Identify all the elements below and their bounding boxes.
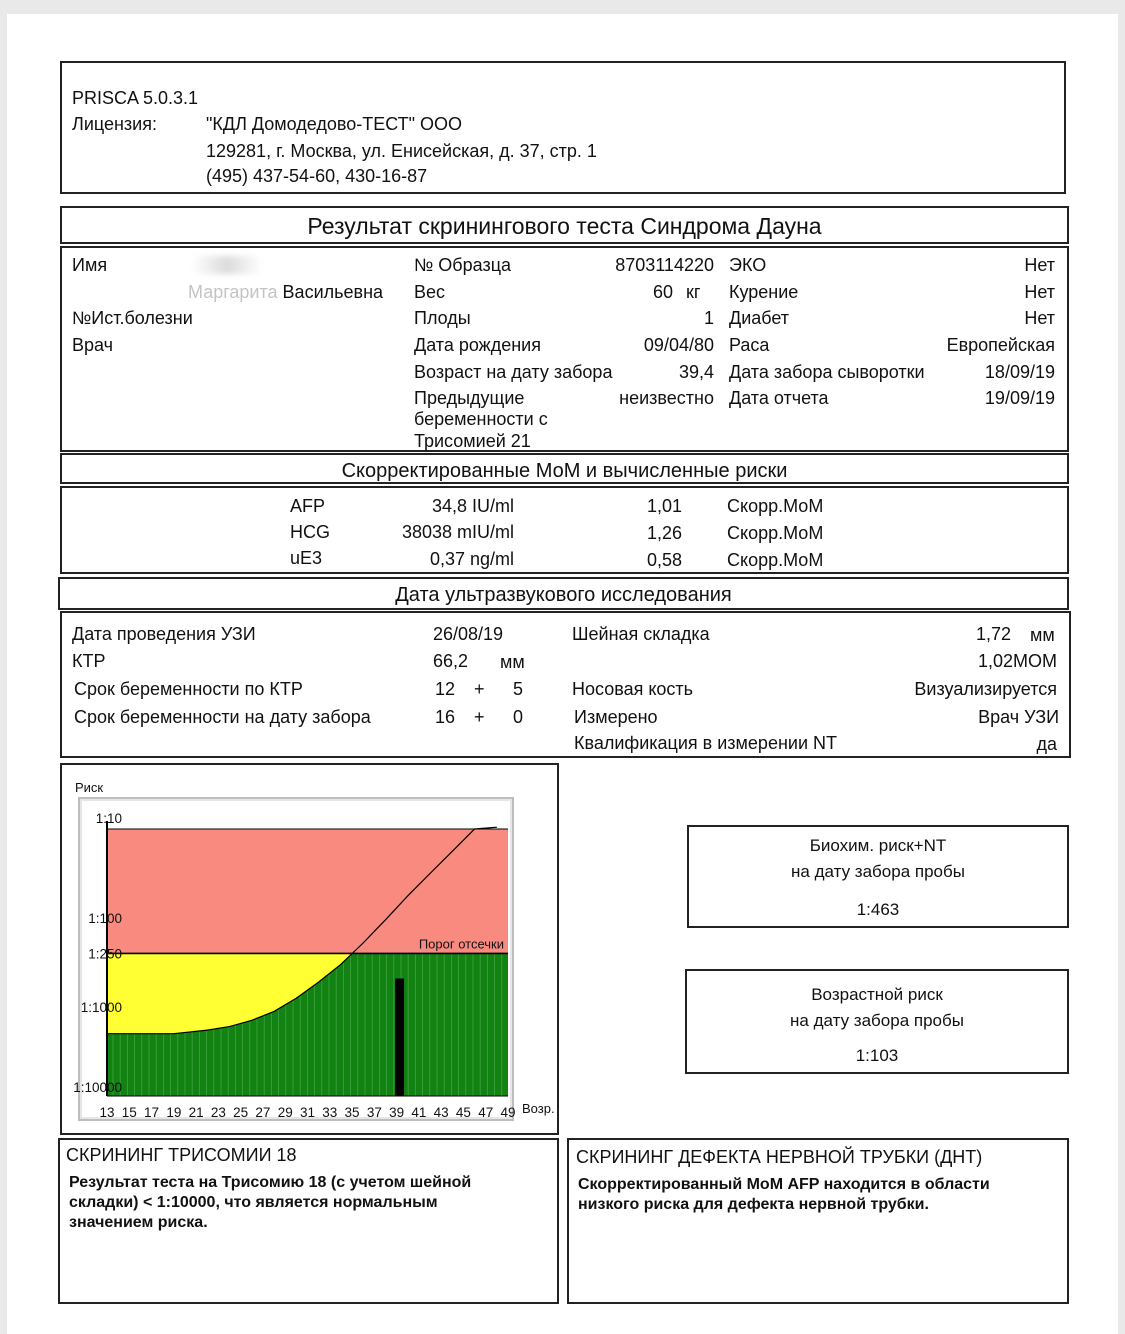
mom-mom: 1,01 [646,496,682,516]
mom-value: 38038 mIU/ml [401,522,514,542]
mom-mom-label: Скорр.МоМ [727,496,824,516]
nasal-value: Визуализируется [914,679,1057,699]
ga-crl-days: 5 [513,679,524,699]
ga-sample-label: Срок беременности на дату забора [74,707,371,727]
report-page [7,14,1118,1334]
high-risk-zone [107,829,508,953]
x-tick-label: 25 [233,1105,249,1120]
patient-name: Маргарита Васильевна [188,282,384,302]
nasal-label: Носовая кость [572,679,694,699]
crl-label: КТР [72,651,106,671]
sample-value: 8703114220 [615,255,714,275]
race-value: Европейская [946,335,1055,355]
ga-crl-weeks: 12 [435,679,456,699]
crl-value: 66,2 [433,651,469,671]
t18-text: Результат теста на Трисомию 18 (с учетом шейной складки) < 1:10000, что является нормальным значением риска. [69,1174,472,1231]
age-label: Возраст на дату забора [414,362,613,382]
crl-unit: мм [500,652,525,672]
ga-crl-label: Срок беременности по КТР [74,679,303,699]
ga-sample-days: 0 [513,707,524,727]
mom-marker: uE3 [290,548,323,568]
x-tick-label: 31 [299,1105,316,1120]
us-title-box [58,577,1069,610]
ivf-label: ЭКО [729,255,767,275]
ga-sample-plus: + [474,707,485,727]
diabetes-label: Диабет [729,308,790,328]
biochem-risk-subtitle: на дату забора пробы [791,862,965,881]
lab-address: 129281, г. Москва, ул. Енисейская, д. 37, стр. 1 [206,141,597,161]
x-tick-label: 41 [411,1105,427,1120]
x-tick-label: 47 [478,1105,494,1120]
mom-title-box [60,453,1069,484]
weight-value: 60 [652,282,673,302]
nt-label: Шейная складка [572,624,710,644]
age-risk-box [685,969,1069,1074]
x-tick-label: 19 [166,1105,182,1120]
dob-value: 09/04/80 [643,335,714,355]
x-tick-label: 49 [500,1105,516,1120]
mom-value: 0,37 ng/ml [429,549,514,569]
redacted-surname [192,256,262,274]
nt-value: 1,72 [975,624,1011,644]
measured-label: Измерено [574,707,658,727]
y-tick-label: 1:250 [88,946,122,962]
y-axis-title: Риск [75,780,104,795]
mom-value: 34,8 IU/ml [431,496,514,516]
x-tick-label: 37 [366,1105,382,1120]
lab-phones: (495) 437-54-60, 430-16-87 [206,166,428,186]
x-tick-label: 17 [144,1105,160,1120]
report-date-label: Дата отчета [729,388,829,408]
x-tick-label: 29 [277,1105,293,1120]
ntd-text: Скорректированный МоМ AFP находится в области низкого риска для дефекта нервной трубки. [578,1176,990,1213]
us-title: Дата ультразвукового исследования [395,584,732,606]
prev-label-2: беременности с [414,409,548,429]
mom-mom-label: Скорр.МоМ [727,523,824,543]
prev-value: неизвестно [619,388,714,408]
serum-date-value: 18/09/19 [984,362,1055,382]
ga-sample-weeks: 16 [435,707,456,727]
biochem-risk-title: Биохим. риск+NT [809,836,947,855]
x-tick-label: 27 [255,1105,271,1120]
t18-box [58,1138,559,1304]
dob-label: Дата рождения [414,335,541,355]
qual-value: да [1036,734,1057,754]
t18-title: СКРИНИНГ ТРИСОМИИ 18 [66,1145,297,1165]
risk-chart-box [60,763,559,1135]
mom-marker: HCG [290,522,330,542]
race-label: Раса [729,335,770,355]
y-tick-label: 1:10 [95,811,122,826]
ntd-title: СКРИНИНГ ДЕФЕКТА НЕРВНОЙ ТРУБКИ (ДНТ) [576,1147,983,1167]
risk-chart [62,765,557,1133]
biochem-risk-box [687,825,1069,928]
license-label: Лицензия: [72,114,157,134]
us-date-label: Дата проведения УЗИ [72,624,256,644]
biochem-risk-value: 1:463 [856,900,900,919]
diabetes-value: Нет [1024,308,1055,328]
weight-label: Вес [414,282,446,302]
mom-mom: 1,26 [646,523,682,543]
us-date-value: 26/08/19 [433,624,504,644]
x-tick-label: 33 [322,1105,338,1120]
mom-marker: AFP [290,496,326,516]
doctor-label: Врач [72,335,114,355]
title-box [60,206,1069,244]
name-label: Имя [72,255,108,275]
fetuses-label: Плоды [414,308,471,328]
y-tick-label: 1:1000 [80,1000,122,1015]
nt-mom: 1,02МОМ [977,651,1057,671]
history-label: №Ист.болезни [72,308,193,328]
x-tick-label: 45 [455,1105,471,1120]
nt-unit: мм [1030,625,1055,645]
age-risk-title: Возрастной риск [811,985,943,1004]
mom-title: Скорректированные МоМ и вычисленные риски [341,460,788,482]
software-version: PRISCA 5.0.3.1 [72,88,199,108]
mom-mom-label: Скорр.МоМ [727,550,824,570]
prev-label-3: Трисомией 21 [414,431,531,451]
x-tick-label: 39 [389,1105,405,1120]
x-tick-label: 43 [433,1105,449,1120]
smoking-label: Курение [729,282,799,302]
report-title: Результат скринингового теста Синдрома Дауна [307,213,822,239]
ga-crl-plus: + [474,679,485,699]
x-tick-label: 15 [121,1105,137,1120]
x-tick-label: 13 [99,1105,115,1120]
ntd-box [567,1138,1069,1304]
lab-name: "КДЛ Домодедово-ТЕСТ" ООО [206,114,463,134]
header-box [60,61,1066,194]
age-value: 39,4 [678,362,714,382]
x-tick-label: 23 [210,1105,226,1120]
y-tick-label: 1:10000 [73,1080,122,1095]
prev-label-1: Предыдущие [414,388,525,408]
x-tick-label: 35 [344,1105,360,1120]
patient-marker [395,979,404,1096]
report-date-value: 19/09/19 [984,388,1055,408]
smoking-value: Нет [1024,282,1055,302]
x-tick-label: 21 [188,1105,204,1120]
age-risk-value: 1:103 [855,1046,899,1065]
patient-box [60,246,1069,452]
weight-unit: кг [686,282,701,302]
sample-label: № Образца [414,255,512,275]
x-axis-title: Возр. [522,1101,555,1116]
age-risk-subtitle: на дату забора пробы [790,1011,964,1030]
qual-label: Квалификация в измерении NT [574,733,837,753]
fetuses-value: 1 [703,308,714,328]
mom-mom: 0,58 [646,550,682,570]
y-tick-label: 1:100 [88,911,122,926]
cutoff-label: Порог отсечки [418,936,504,952]
ivf-value: Нет [1024,255,1055,275]
us-box [60,611,1071,758]
measured-value: Врач УЗИ [978,707,1059,727]
mom-box [60,486,1069,574]
serum-date-label: Дата забора сыворотки [729,362,925,382]
